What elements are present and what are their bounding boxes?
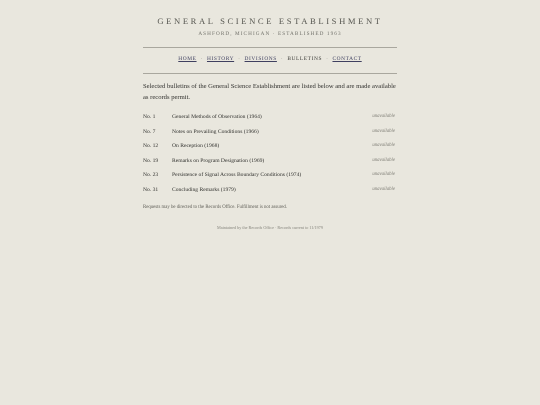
bulletin-number: No. 7 — [143, 128, 156, 135]
intro-text: Selected bulletins of the General Science Establishment are listed below and are made available as records permit. — [143, 83, 396, 101]
bulletin-row — [143, 156, 397, 166]
bulletin-number: No. 1 — [143, 114, 156, 120]
bulletin-status: unavailable — [372, 114, 395, 119]
nav-separator: · — [326, 56, 329, 62]
bulletin-title: Remarks on Program Designation (1969) — [172, 157, 265, 164]
bulletin-status: unavailable — [372, 143, 395, 148]
bulletin-title: General Methods of Observation (1964) — [172, 114, 262, 120]
bulletin-title: Concluding Remarks (1979) — [172, 186, 236, 193]
nav-home-link[interactable]: HOME — [178, 56, 197, 62]
bulletin-number: No. 31 — [143, 186, 159, 193]
bulletin-row — [143, 170, 397, 180]
bulletin-number: No. 19 — [143, 157, 159, 164]
bulletin-row — [143, 112, 397, 122]
bulletin-status: unavailable — [372, 186, 395, 192]
bulletin-title: Notes on Prevailing Conditions (1966) — [172, 128, 259, 135]
bulletin-status: unavailable — [372, 128, 395, 134]
bulletin-number: No. 12 — [143, 143, 159, 149]
bulletin-row — [143, 185, 397, 195]
site-title: GENERAL SCIENCE ESTABLISHMENT — [157, 16, 383, 26]
bulletin-row — [143, 141, 397, 151]
bulletin-row — [143, 127, 397, 137]
main-nav — [143, 56, 397, 62]
nav-separator: · — [200, 56, 203, 62]
bulletin-number: No. 23 — [143, 172, 159, 178]
nav-bulletins-current: BULLETINS — [287, 56, 323, 62]
nav-divisions-link[interactable]: DIVISIONS — [244, 56, 277, 62]
bulletin-status: unavailable — [372, 172, 395, 177]
nav-separator: · — [280, 56, 284, 62]
nav-history-link[interactable]: HISTORY — [206, 56, 235, 62]
requests-note: Requests may be directed to the Records Office. Fulfillment is not assured. — [143, 205, 287, 210]
site-subtitle: ASHFORD, MICHIGAN · ESTABLISHED 1963 — [198, 31, 342, 37]
nav-separator: · — [238, 56, 241, 62]
nav-divider — [143, 73, 397, 74]
nav-contact-link[interactable]: CONTACT — [332, 56, 362, 62]
bulletin-title: On Reception (1968) — [172, 143, 220, 149]
header-divider — [143, 47, 397, 48]
page-footer: Maintained by the Records Office · Records current to 11/1979 — [217, 225, 323, 230]
bulletin-title: Persistence of Signal Across Boundary Conditions (1974) — [172, 172, 302, 178]
bulletin-status: unavailable — [372, 157, 395, 163]
